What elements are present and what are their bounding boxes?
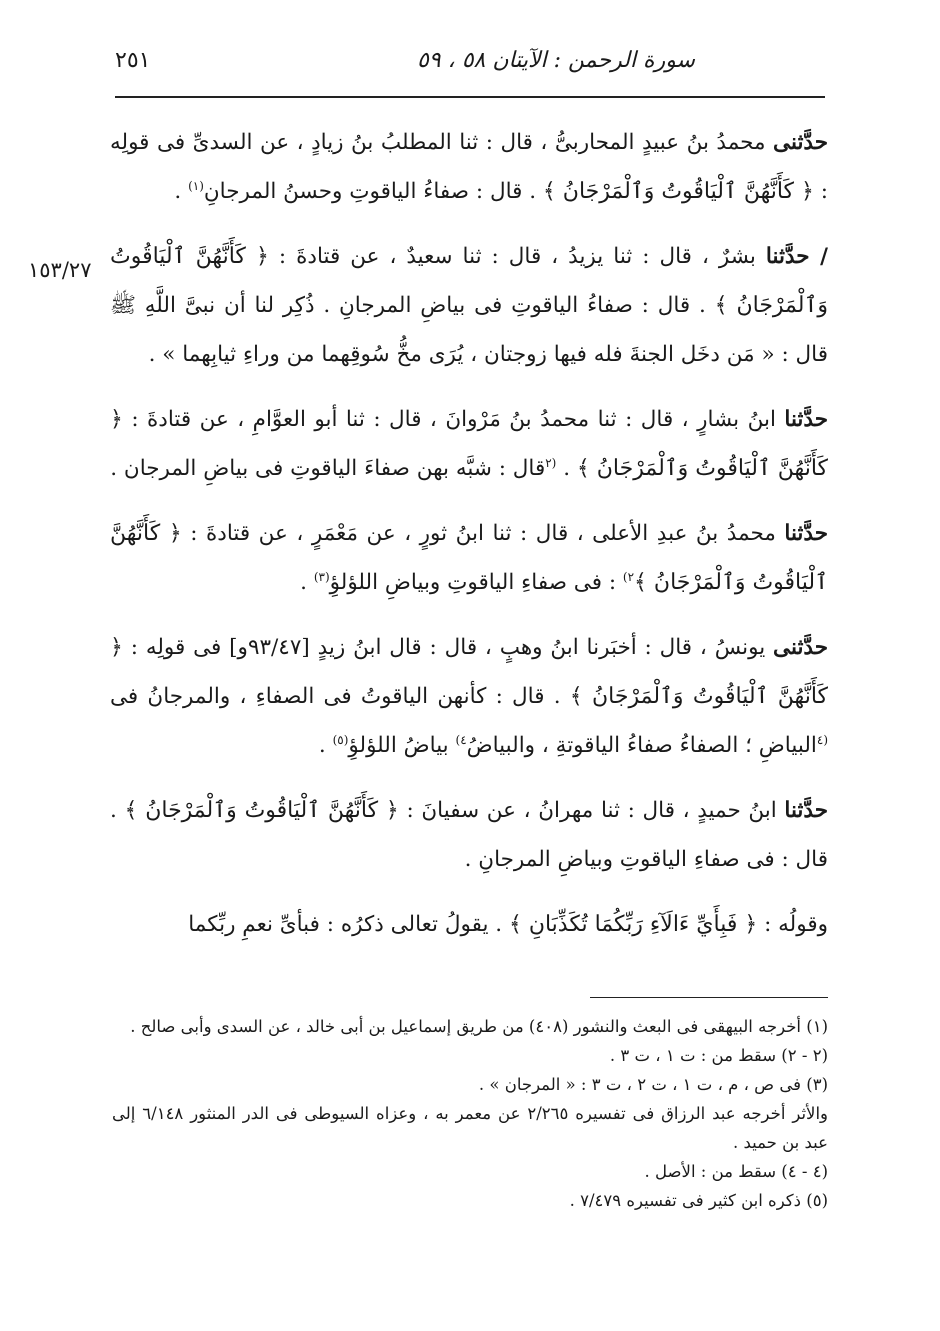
paragraph-text: ابنُ بشارٍ ، قال : ثنا محمدُ بنُ مَرْوانَ ، قال : ثنا أبو العوَّامِ ، عن قتادةَ : — [122, 407, 785, 432]
margin-reference: ١٥٣/٢٧ — [28, 258, 92, 282]
quran-verse: ﴿ كَأَنَّهُنَّ ٱلْيَاقُوتُ وَٱلْمَرْجَانُ ﴾ — [542, 179, 814, 204]
page-number: ٢٥١ — [115, 48, 151, 73]
paragraph-lead: حدَّثنى — [773, 130, 828, 155]
paragraph — [110, 118, 828, 216]
paragraph — [110, 786, 828, 884]
main-text — [110, 118, 828, 965]
paragraph-text: ابنُ حميدٍ ، قال : ثنا مهرانُ ، عن سفيانَ : — [398, 798, 785, 823]
paragraph — [110, 509, 828, 607]
paragraph-text: . يقولُ تعالى ذكرُه : فبأىِّ نعمِ ربِّكما — [188, 912, 509, 937]
paragraph-text: وقولُه : — [757, 912, 828, 937]
quran-verse: ﴿ كَأَنَّهُنَّ ٱلْيَاقُوتُ وَٱلْمَرْجَانُ ﴾ — [110, 244, 828, 318]
running-title: سورة الرحمن : الآيتان ٥٨ ، ٥٩ — [416, 48, 695, 73]
paragraph-lead: حدَّثنى — [773, 635, 828, 660]
paragraph-text: . قال : صفاءُ الياقوتِ وحسنُ المرجانِ — [203, 179, 543, 204]
paragraph-text: . — [174, 179, 189, 204]
paragraph-text: : فى صفاءِ الياقوتِ وبياضِ اللؤلؤِ — [329, 570, 623, 595]
paragraph-text: . — [300, 570, 314, 595]
quran-verse: ﴿ كَأَنَّهُنَّ ٱلْيَاقُوتُ وَٱلْمَرْجَانُ ﴾ — [110, 635, 828, 709]
paragraph — [110, 232, 828, 379]
paragraph — [110, 900, 828, 949]
footnote-rule — [590, 997, 828, 998]
quran-verse: ﴿ كَأَنَّهُنَّ ٱلْيَاقُوتُ وَٱلْمَرْجَانُ ﴾ — [110, 521, 828, 595]
paragraph-text: بياضُ اللؤلؤِ — [348, 733, 456, 758]
paragraph — [110, 395, 828, 493]
quran-verse: ﴿ كَأَنَّهُنَّ ٱلْيَاقُوتُ وَٱلْمَرْجَانُ ﴾ — [110, 407, 828, 481]
footnote-marker[interactable]: (٣) — [313, 569, 330, 584]
paragraph-text: محمدُ بنُ عبيدٍ المحاربىُّ ، قال : ثنا المطلبُ بنُ زيادٍ ، عن السدىِّ فى قولِه : — [110, 130, 828, 204]
footnote-marker[interactable]: ٢) — [622, 569, 635, 584]
footnotes — [112, 1012, 828, 1215]
paragraph-text: محمدُ بنُ عبدِ الأعلى ، قال : ثنا ابنُ ثورٍ ، عن مَعْمَرٍ ، عن قتادةَ : — [181, 521, 785, 546]
footnote-marker[interactable]: (٢ — [545, 455, 557, 470]
footnote-marker[interactable]: (٤ — [816, 732, 828, 747]
footnote: (٥) ذكره ابن كثير فى تفسيره ٧/٤٧٩ . — [569, 1191, 828, 1210]
footnote: والأثر أخرجه عبد الرزاق فى تفسيره ٢/٢٦٥ عن معمر به ، وعزاه السيوطى فى الدر المنثور ٦/١٤٨ إلى عبد بن حميد . — [112, 1104, 829, 1152]
footnote: (٢ - ٢) سقط من : ت ١ ، ت ٣ . — [609, 1046, 828, 1065]
footnote-marker[interactable]: (١) — [188, 178, 204, 193]
paragraph-lead: / حدَّثنا — [765, 244, 828, 269]
footnote: (١) أخرجه البيهقى فى البعث والنشور (٤٠٨) من طريق إسماعيل بن أبى خالد ، عن السدى وأبى صالح . — [130, 1017, 828, 1036]
paragraph-text: قال : شبَّه بهن صفاءَ الياقوتِ فى بياضِ المرجان . — [110, 456, 546, 481]
paragraph-text: يونسُ ، قال : أخبَرنا ابنُ وهبٍ ، قال : قال ابنُ زيدٍ [٩٣/٤٧و] فى قولِه : — [122, 635, 774, 660]
page-header — [115, 44, 825, 84]
paragraph-lead: حدَّثنا — [784, 521, 828, 546]
paragraph-text: بشرٌ ، قال : ثنا يزيدُ ، قال : ثنا سعيدٌ ، عن قتادةَ : — [268, 244, 766, 269]
quran-verse: ﴿ فَبِأَيِّ ءَالَآءِ رَبِّكُمَا تُكَذِّبَانِ ﴾ — [508, 912, 758, 937]
footnote-marker[interactable]: (٥) — [332, 732, 349, 747]
paragraph-lead: حدَّثنا — [784, 407, 828, 432]
header-rule — [115, 96, 825, 98]
paragraph-text: . قال : فى صفاءِ الياقوتِ وبياضِ المرجانِ . — [110, 798, 828, 872]
paragraph-lead: حدَّثنا — [784, 798, 828, 823]
paragraph-text: . قال : كأنهن الياقوتُ فى الصفاءِ ، والمرجانُ فى — [110, 684, 570, 709]
quran-verse: ﴿ كَأَنَّهُنَّ ٱلْيَاقُوتُ وَٱلْمَرْجَانُ ﴾ — [124, 798, 399, 823]
paragraph-text: . — [318, 733, 333, 758]
footnote: (٣) فى ص ، م ، ت ١ ، ت ٢ ، ت ٣ : « المرجان » . — [478, 1075, 828, 1094]
footnote-marker[interactable]: ٤) — [455, 732, 467, 747]
paragraph-text: . — [556, 456, 577, 481]
paragraph — [110, 623, 828, 770]
paragraph-text: . قال : صفاءُ الياقوتِ فى بياضِ المرجانِ . ذُكِر لنا أن نبىَّ اللَّهِ ﷺ قال : « مَن دخَل الجنةَ فله فيها زوجتان ، يُرَى مخُّ سُوقِهما من وراءِ ثيابِهما » . — [110, 293, 828, 367]
footnote: (٤ - ٤) سقط من : الأصل . — [644, 1162, 828, 1181]
paragraph-text: البياضِ ؛ الصفاءُ صفاءُ الياقوتةِ ، والبياضُ — [466, 733, 817, 758]
